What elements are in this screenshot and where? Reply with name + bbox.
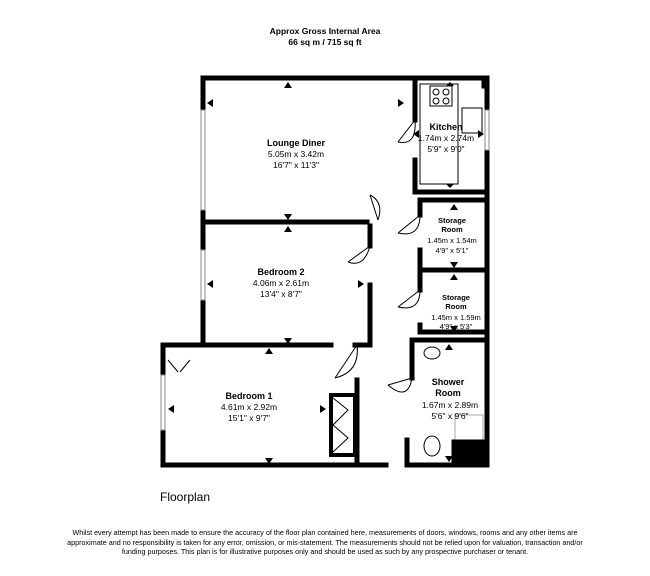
room-name: Bedroom 2	[257, 267, 305, 277]
room-imperial: 4'9" x 5'1"	[435, 246, 469, 255]
room-imperial: 4'9" x 5'3"	[439, 322, 473, 331]
arrow-marker	[446, 184, 454, 188]
room-name: Kitchen	[429, 122, 463, 132]
arrow-marker	[207, 99, 213, 107]
window-lounge	[201, 110, 205, 210]
room-imperial: 16'7" x 11'3"	[273, 160, 319, 170]
arrow-marker	[284, 214, 292, 220]
arrow-marker	[398, 99, 404, 107]
hob-ring-icon	[433, 89, 439, 95]
hob-ring-icon-4	[443, 98, 449, 104]
area-title: Approx Gross Internal Area	[269, 26, 381, 36]
arrow-marker	[284, 226, 292, 232]
wardrobe	[331, 395, 355, 455]
room-imperial: 15'1" x 9'7"	[228, 413, 270, 423]
outer-wall	[205, 78, 415, 92]
door-bedroom1-cupboard	[168, 360, 190, 372]
room-imperial: 5'9" x 9'0"	[427, 144, 465, 154]
room-name-line2: Room	[441, 225, 463, 234]
plan-caption: Floorplan	[160, 490, 211, 504]
basin-icon	[424, 347, 440, 359]
room-metric: 4.06m x 2.61m	[252, 278, 310, 288]
hob-ring-icon-2	[443, 89, 449, 95]
toilet-icon	[424, 436, 440, 456]
room-bedroom-2	[253, 267, 309, 299]
boiler-icon	[452, 440, 484, 464]
door-shower	[388, 378, 412, 392]
arrow-marker	[207, 280, 213, 288]
door-storage2	[398, 290, 420, 308]
room-imperial: 5'6" x 9'6"	[431, 411, 469, 421]
wardrobe-doors	[333, 398, 348, 452]
room-name-line1: Storage	[438, 216, 466, 225]
arrow-marker	[450, 262, 458, 268]
arrow-marker	[320, 405, 326, 413]
room-metric: 1.45m x 1.54m	[427, 236, 477, 245]
arrow-marker	[358, 280, 364, 288]
window-bedroom1	[161, 375, 165, 430]
room-metric: 1.74m x 2.74m	[417, 133, 475, 143]
arrow-marker	[450, 274, 458, 280]
room-lounge-diner	[267, 138, 325, 170]
room-storage-1	[427, 216, 477, 255]
sink-icon	[462, 108, 482, 133]
room-imperial: 13'4" x 8'7"	[260, 289, 302, 299]
arrow-marker	[265, 348, 273, 354]
disclaimer-text: Whilst every attempt has been made to ensure the accuracy of the floor plan contained here, measurements of doors, windows, rooms and any other items are approximate and no responsibility is taken for any error, omission, or mis-statement. The measurements should not be relied upon for valuation, transaction and/or funding purposes. This plan is for illustrative purposes only and should be used as such by any prospective purchaser or tenant.	[67, 528, 583, 556]
room-name-line1: Shower	[431, 377, 465, 387]
arrow-marker	[284, 82, 292, 88]
door-bedroom1	[335, 345, 357, 378]
room-shower-room	[422, 377, 478, 421]
door-lounge	[370, 195, 380, 220]
room-metric: 5.05m x 3.42m	[267, 149, 325, 159]
arrow-marker	[168, 405, 174, 413]
hob-ring-icon-3	[433, 98, 439, 104]
room-metric: 4.61m x 2.92m	[220, 402, 278, 412]
room-metric: 1.45m x 1.59m	[431, 313, 481, 322]
corner-block	[482, 80, 487, 88]
arrow-marker	[450, 204, 458, 210]
door-bedroom2	[348, 246, 370, 263]
window-kitchen	[485, 110, 489, 150]
door-kitchen	[398, 120, 415, 143]
door-storage1	[398, 215, 420, 234]
room-name: Lounge Diner	[267, 138, 325, 148]
room-name-line2: Room	[435, 388, 461, 398]
room-bedroom-1	[221, 391, 277, 423]
room-name: Bedroom 1	[225, 391, 273, 401]
room-storage-2	[431, 293, 481, 331]
arrow-marker	[445, 344, 453, 350]
room-name-line2: Room	[445, 302, 467, 311]
room-metric: 1.67m x 2.89m	[421, 400, 479, 410]
area-value: 66 sq m / 715 sq ft	[288, 37, 362, 47]
room-name-line1: Storage	[442, 293, 470, 302]
window-bedroom2	[201, 250, 205, 300]
